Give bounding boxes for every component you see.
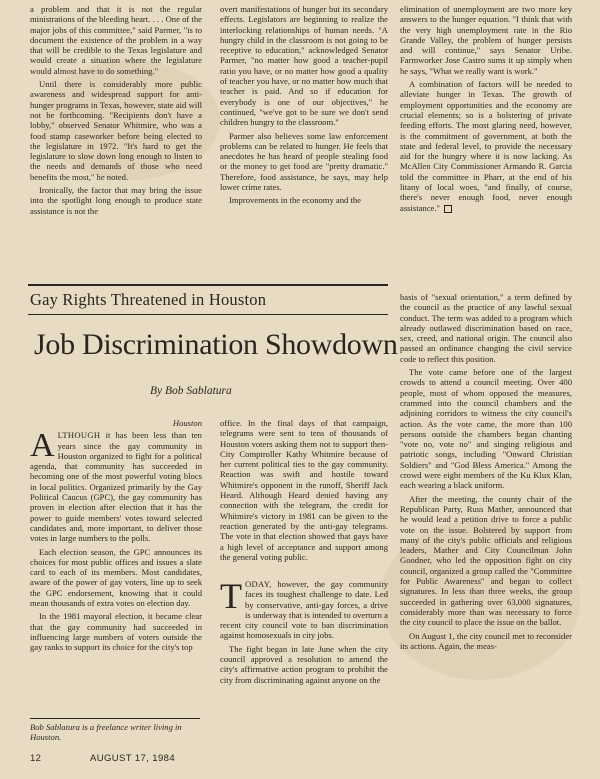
article-column-3-text [400, 292, 572, 651]
paragraph [400, 4, 572, 76]
paragraph [400, 292, 572, 364]
article-headline: Job Discrimination Showdown [34, 328, 398, 361]
paragraph-text: Until there is considerably more public awareness and widespread support for anti-hunger programs in Texas, however, state aid will not be forthcoming. "Recipients don't have a lobby," observed Senator Whitmire, who was a food stamp caseworker before being elected to the legislature in 1972. "It's hard to get the legislature to slow down long enough to listen to the needs and demands of those who need benefits the most," he noted. [30, 79, 202, 182]
paragraph-text: office. In the final days of that campaign, telegrams were sent to tens of thousands of Houston voters asking them not to support then-City Comptroller Kathy Whitmire because of her current political ties to the gay community. Reaction was swift and hostile toward Whitmire's opponent in the runoff, Sheriff Jack Heard. Although Heard denied having any connection with the telegram, the credit for Whitmire's victory in 1981 can be given to the reaction generated by the anti-gay telegrams. The vote in that election showed that gays have a high level of acceptance and support among the general voting public. [220, 418, 388, 562]
section-rule-bottom [28, 314, 388, 315]
paragraph [30, 611, 202, 652]
top-column-3 [400, 4, 572, 276]
top-column-1 [30, 4, 202, 276]
paragraph-text: After the meeting, the county chair of the Republican Party, Russ Mather, announced that he would lead a petition drive to force a public vote on the issue. Bolstered by support from many of the city's public officials and religious leaders, Mather and City Councilman John Goodner, who led the opposition fight on city council, organized a group called the "Committee for Public Awareness" and began to collect signatures. In less than three weeks, the group succeeded in gathering over 63,000 signatures, considerably more than was necessary to force the city council to place the issue on the ballot. [400, 493, 572, 628]
article-column-2b [220, 579, 388, 764]
paragraph [400, 367, 572, 491]
paragraph [400, 79, 572, 213]
paragraph-text: A combination of factors will be needed to alleviate hunger in Texas. The growth of employment opportunities and the economy are crucial elements; so is a bolstering of private feeding efforts. The most glaring need, however, is the commitment of government, at both the state and federal level, to provide the necessary aid for the hungry where it is now lacking. As McAllen City Commissioner Armando R. Garcia told the committee in Pharr, at the end of his litany of local woes, "and finally, of course, there's never enough food, never enough assistance." [400, 79, 572, 213]
lead-caps: ODAY, [245, 579, 272, 589]
paragraph [30, 79, 202, 182]
paragraph-text: Ironically, the factor that may bring the issue into the spotlight long enough to produce state assistance is not the [30, 185, 202, 216]
paragraph-text: On August 1, the city council met to reconsider its actions. Again, the meas- [400, 630, 572, 651]
paragraph [220, 644, 388, 685]
paragraph [400, 494, 572, 628]
issue-date: AUGUST 17, 1984 [90, 753, 176, 764]
paragraph-text: a problem and that it is not the regular ministrations of the bleeding heart. . . . One of the major jobs of this committee," said Parmer, "is to document the existence of the problem in a way that will be credible to the Texas legislature and would create a situation where the legislature would almost have to do something." [30, 4, 202, 76]
article-column-1 [30, 418, 202, 718]
paragraph [30, 4, 202, 76]
article-column-3 [400, 292, 572, 768]
paragraph [400, 631, 572, 652]
paragraph-text: overt manifestations of hunger but its secondary effects. Legislators are beginning to realize the interlocking relationships of human needs. "A hungry child in the classroom is not going to be receptive to education," acknowledged Senator Parmer, "no matter how good a teacher-pupil ratio you have, or no matter how good a quality of teacher you have, or no matter how much that teacher is paid. And so if education for everybody is one of our objectives," he continued, "we've got to be sure we don't send children hungry to the classroom." [220, 4, 388, 128]
paragraph-text: The vote came before one of the largest crowds to attend a council meeting. Over 400 people, most of whom opposed the measures, crammed into the council chambers and the adjoining corridors to witness the city council's action. As the vote came, the more than 100 persons outside the chambers began chanting "vote no, vote no" and singing religious and patriotic songs, including "Onward Christian Soldiers" and "God Bless America." Among the crowd were eight members of the Ku Klux Klan, each wearing a black uniform. [400, 367, 572, 491]
section-title: Gay Rights Threatened in Houston [30, 290, 267, 309]
paragraph [220, 131, 388, 193]
article-column-2 [220, 418, 388, 568]
paragraph-text: Improvements in the economy and the [229, 195, 361, 206]
lead-caps: LTHOUGH [57, 430, 101, 441]
dateline: Houston [172, 418, 202, 428]
article-column-2b-text [220, 579, 388, 685]
paragraph-text: The fight began in late June when the city council approved a resolution to amend the city's affirmative action program to prohibit the city from discriminating against anyone on the [220, 643, 388, 685]
article-column-1-text [30, 427, 202, 653]
paragraph [220, 4, 388, 128]
article-byline: By Bob Sablatura [150, 385, 232, 397]
end-mark-icon [444, 205, 452, 213]
drop-cap: A [30, 427, 55, 465]
paragraph-text: it has been less than ten years since the gay community in Houston organized to fight for a political agenda, that community has succeeded in becoming one of the most powerful voting blocs in local politics. Organized primarily by the Gay Political Caucus (GPC), the gay community has proven in election after election that it has the power to guide members' votes toward selected candidates and, more important, to deliver those votes in large numbers to the polls. [30, 430, 202, 544]
section-rule-top [28, 284, 388, 286]
bio-rule [30, 718, 200, 719]
paragraph [220, 195, 388, 205]
paragraph-text: Parmer also believes some law enforcement problems can be related to hunger. He feels that anecdotes he has heard of people stealing food or the money to get food are "pretty dramatic." Therefore, food assistance, he says, may help lower crime rates. [220, 130, 388, 193]
top-column-2 [220, 4, 388, 276]
paragraph-text: however, the gay community faces its toughest challenge to date. Led by conservative, anti-gay forces, a drive is underway that is intended to overturn a recent city council vote to ban discrimination against homosexuals in city jobs. [220, 579, 388, 641]
paragraph [220, 418, 388, 562]
paragraph-text: elimination of unemployment are two more key answers to the hunger equation. "I think that with the very high unemployment rate in the Rio Grande Valley, the problem of hunger persists and will continue," says Senator Uribe. Farmworker Jose Castro sums it up simply when he says, "What we really want is work." [400, 4, 572, 76]
paragraph [30, 547, 202, 609]
paragraph [220, 579, 388, 641]
article-column-2-text [220, 418, 388, 562]
paragraph-text: In the 1981 mayoral election, it became clear that the gay community had succeeded in influencing large numbers of voters outside the gay ranks to support its choice for the city's top [30, 611, 202, 653]
author-bio: Bob Sablatura is a freelance writer living in Houston. [30, 722, 182, 743]
paragraph-text: basis of "sexual orientation," a term defined by the council as the practice of any lawful sexual conduct. The term was added to a program which already outlawed discrimination based on race, sex, creed, and national origin. The council also passed an ordinance changing the civil service code to reflect this position. [400, 292, 572, 364]
paragraph-text: Each election season, the GPC announces its choices for most public offices and issues a slate card to each of its members. Most candidates, aware of the power of gay voters, line up to seek the GPC endorsement, knowing that it could mean thousands of extra votes on election day. [30, 546, 202, 609]
paragraph [30, 185, 202, 216]
page-number: 12 [30, 753, 42, 764]
drop-cap-2: T [220, 579, 242, 616]
paragraph [30, 427, 202, 544]
